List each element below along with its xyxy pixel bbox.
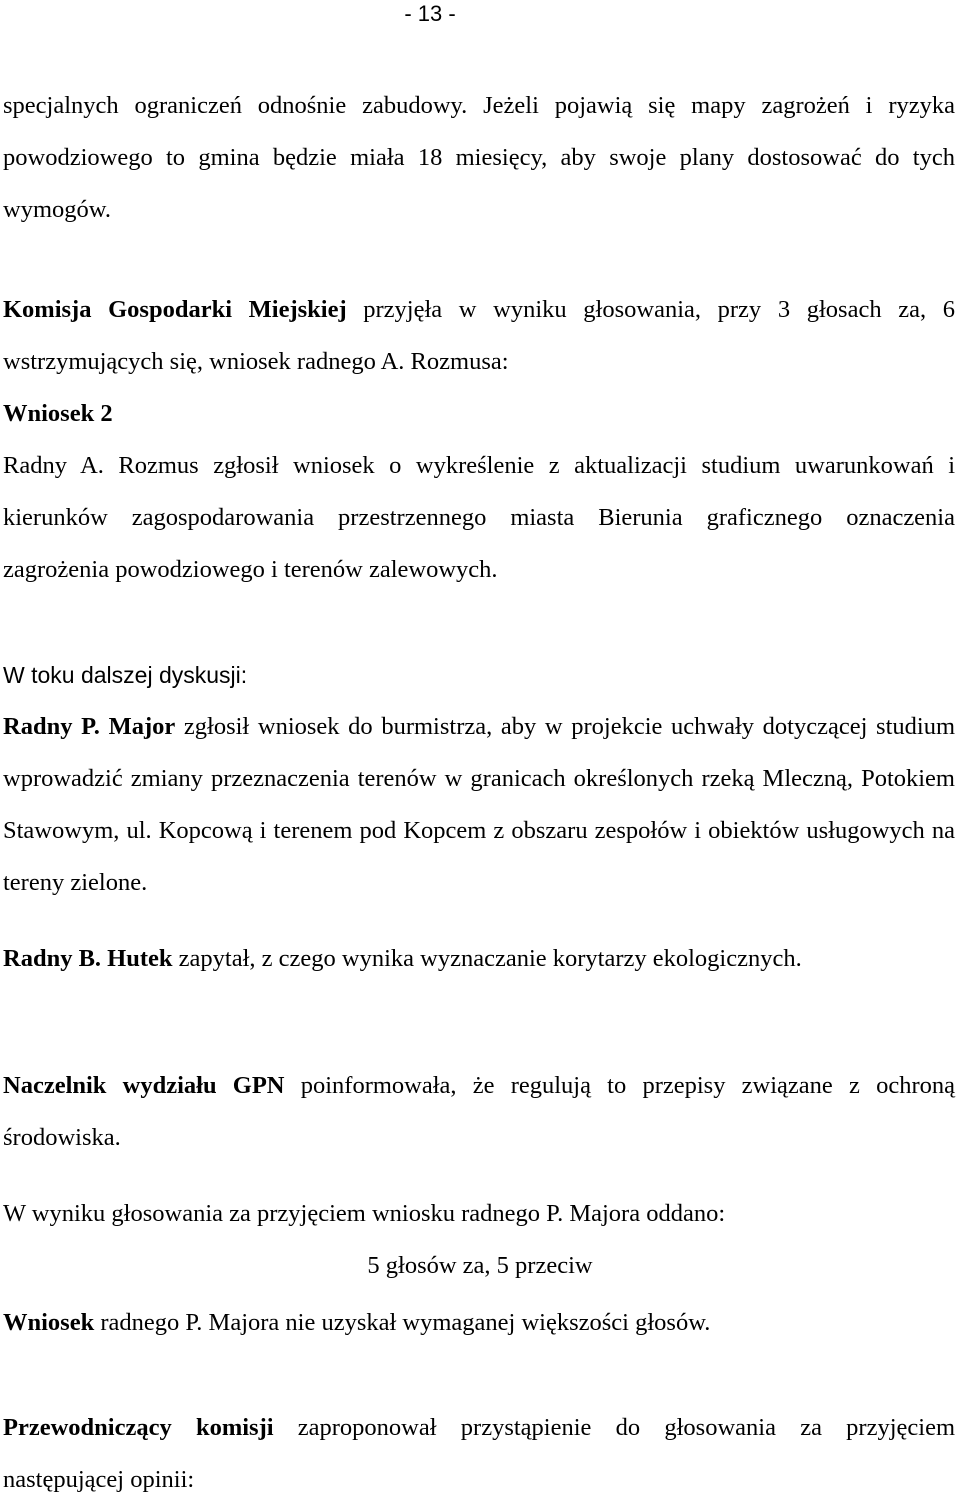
paragraph-flood-maps: specjalnych ograniczeń odnośnie zabudowy. Jeżeli pojawią się mapy zagrożeń i ryzyka powodziowego to gmina będzie miała 18 miesięcy, aby swoje plany dostosować do tych wymogów.: [3, 92, 955, 223]
speaker-hutek: Radny B. Hutek: [3, 945, 173, 972]
paragraph-chairman-proposal: [3, 1402, 955, 1506]
paragraph-vote-intro: W wyniku głosowania za przyjęciem wniosku radnego P. Majora oddano:: [3, 1200, 726, 1227]
vote-result: 5 głosów za, 5 przeciw: [367, 1252, 593, 1279]
paragraph-motion-major: [3, 701, 955, 909]
page-number: - 13 -: [404, 1, 456, 26]
discussion-heading: W toku dalszej dyskusji:: [3, 662, 248, 688]
motion-rejected-text: radnego P. Majora nie uzyskał wymaganej większości głosów.: [94, 1309, 711, 1336]
committee-vote-text: przyjęła w wyniku głosowania, przy 3 głosach za, 6 wstrzymujących się, wniosek radnego A. Rozmusa:: [3, 296, 955, 375]
committee-name: Komisja Gospodarki Miejskiej: [3, 296, 347, 323]
question-text: zapytał, z czego wynika wyznaczanie korytarzy ekologicznych.: [172, 945, 802, 972]
chairman-text: zaproponował przystąpienie do głosowania za przyjęciem następującej opinii:: [3, 1414, 955, 1493]
speaker-surname: Major: [108, 713, 176, 740]
motion-heading: Wniosek 2: [3, 400, 113, 427]
paragraph-motion-rejected: [3, 1297, 955, 1349]
motion-major-text: zgłosił wniosek do burmistrza, aby w projekcie uchwały dotyczącej studium wprowadzić zmiany przeznaczenia terenów w granicach określonych rzeką Mleczną, Potokiem Stawowym, ul. Kopcową i terenem pod Kopcem z obszaru zespołów i obiektów usługowych na tereny zielone.: [3, 713, 955, 896]
paragraph-naczelnik: [3, 1060, 955, 1164]
naczelnik-text: poinformowała, że regulują to przepisy związane z ochroną środowiska.: [3, 1072, 955, 1151]
paragraph-question-hutek: [3, 933, 955, 985]
paragraph-motion-rozmus: Radny A. Rozmus zgłosił wniosek o wykreślenie z aktualizacji studium uwarunkowań i kierunków zagospodarowania przestrzennego miasta Bierunia graficznego oznaczenia zagrożenia powodziowego i terenów zalewowych.: [3, 452, 955, 583]
speaker-name: Radny P.: [3, 713, 100, 740]
speaker-chairman: Przewodniczący komisji: [3, 1414, 274, 1441]
paragraph-committee-vote: [3, 284, 955, 388]
speaker-naczelnik: Naczelnik wydziału GPN: [3, 1072, 285, 1099]
motion-label: Wniosek: [3, 1309, 95, 1336]
